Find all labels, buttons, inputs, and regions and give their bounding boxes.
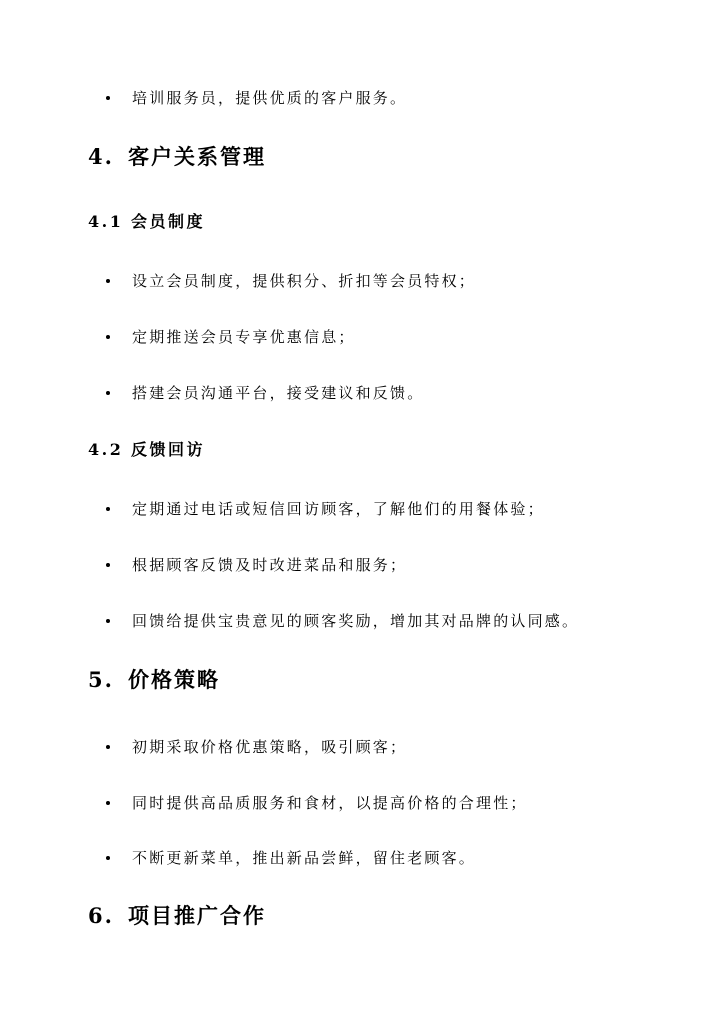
section-heading-6	[88, 902, 266, 930]
bullet-icon	[106, 563, 110, 567]
bullet-icon	[106, 856, 110, 860]
list-item-text: 定期通过电话或短信回访顾客，了解他们的用餐体验；	[132, 500, 545, 518]
subsection-heading-4-1	[88, 211, 205, 233]
list-item-text: 初期采取价格优惠策略，吸引顾客；	[132, 738, 408, 756]
bullet-icon	[106, 745, 110, 749]
list-item-text: 搭建会员沟通平台，接受建议和反馈。	[132, 384, 425, 402]
bullet-icon	[106, 801, 110, 805]
bullet-icon	[106, 619, 110, 623]
bullet-icon	[106, 335, 110, 339]
list-item-text: 培训服务员，提供优质的客户服务。	[132, 89, 408, 107]
list-item-text: 不断更新菜单，推出新品尝鲜，留住老顾客。	[132, 849, 477, 867]
bullet-icon	[106, 507, 110, 511]
section-heading-4	[88, 143, 266, 171]
subsection-heading-4-2	[88, 439, 205, 461]
list-item-text: 定期推送会员专享优惠信息；	[132, 328, 356, 346]
bullet-icon	[106, 391, 110, 395]
section-title: 客户关系管理	[128, 144, 266, 169]
section-number: 6.	[88, 903, 114, 928]
subsection-number: 4.2	[88, 440, 124, 459]
subsection-number: 4.1	[88, 212, 124, 231]
list-item-text: 设立会员制度，提供积分、折扣等会员特权；	[132, 272, 477, 290]
section-number: 4.	[88, 144, 114, 169]
section-heading-5	[88, 666, 220, 694]
section-number: 5.	[88, 667, 114, 692]
list-item-text: 根据顾客反馈及时改进菜品和服务；	[132, 556, 408, 574]
bullet-icon	[106, 279, 110, 283]
bullet-icon	[106, 96, 110, 100]
list-item-text: 回馈给提供宝贵意见的顾客奖励，增加其对品牌的认同感。	[132, 612, 580, 630]
section-title: 价格策略	[128, 667, 220, 692]
subsection-title: 反馈回访	[131, 440, 206, 459]
list-item-text: 同时提供高品质服务和食材，以提高价格的合理性；	[132, 794, 528, 812]
subsection-title: 会员制度	[131, 212, 206, 231]
section-title: 项目推广合作	[128, 903, 266, 928]
